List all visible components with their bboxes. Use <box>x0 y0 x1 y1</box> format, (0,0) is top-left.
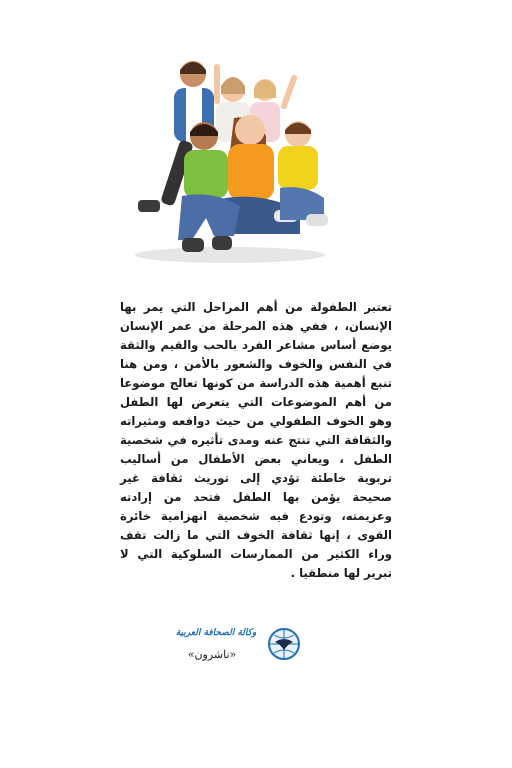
publisher-name: وكالة الصحافة العربية <box>175 628 257 638</box>
publisher-subtitle: «ناشرون» <box>187 648 237 661</box>
publisher-logo <box>170 622 302 672</box>
child-figure <box>278 121 328 226</box>
children-group-photo <box>130 50 330 265</box>
globe-eagle-icon <box>266 626 302 662</box>
back-cover-paragraph: تعتبر الطفولة من أهم المراحل التي يمر بها الإنسان، ، ففي هذه المرحلة من عمر الإنسان يوضع أساس مشاعر الفرد بالحب والقيم والثقة في النفس والخوف والشعور بالأمن ، ومن هنا تنبع أهمية هذه الدراسة من كونها تعالج موضوعا من أهم الموضوعات التي يتعرض لها الطفل وهو الخوف الطفولي من حيث دوافعه ومثيراته والثقافة التي تنتج عنه ومدى تأثيره في شخصية الطفل ، ويعاني بعض الأطفال من أساليب تربوية خاطئة تؤدي إلى توريث ثقافة غير صحيحة يؤمن بها الطفل فتحد من إرادته وعزيمته، وتودع فيه شخصية انهزامية خائرة القوى ، إنها ثقافة الخوف التي ما زالت تقف وراء الكثير من الممارسات السلوكية التي لا تبرير لها منطقيا . <box>120 300 392 580</box>
